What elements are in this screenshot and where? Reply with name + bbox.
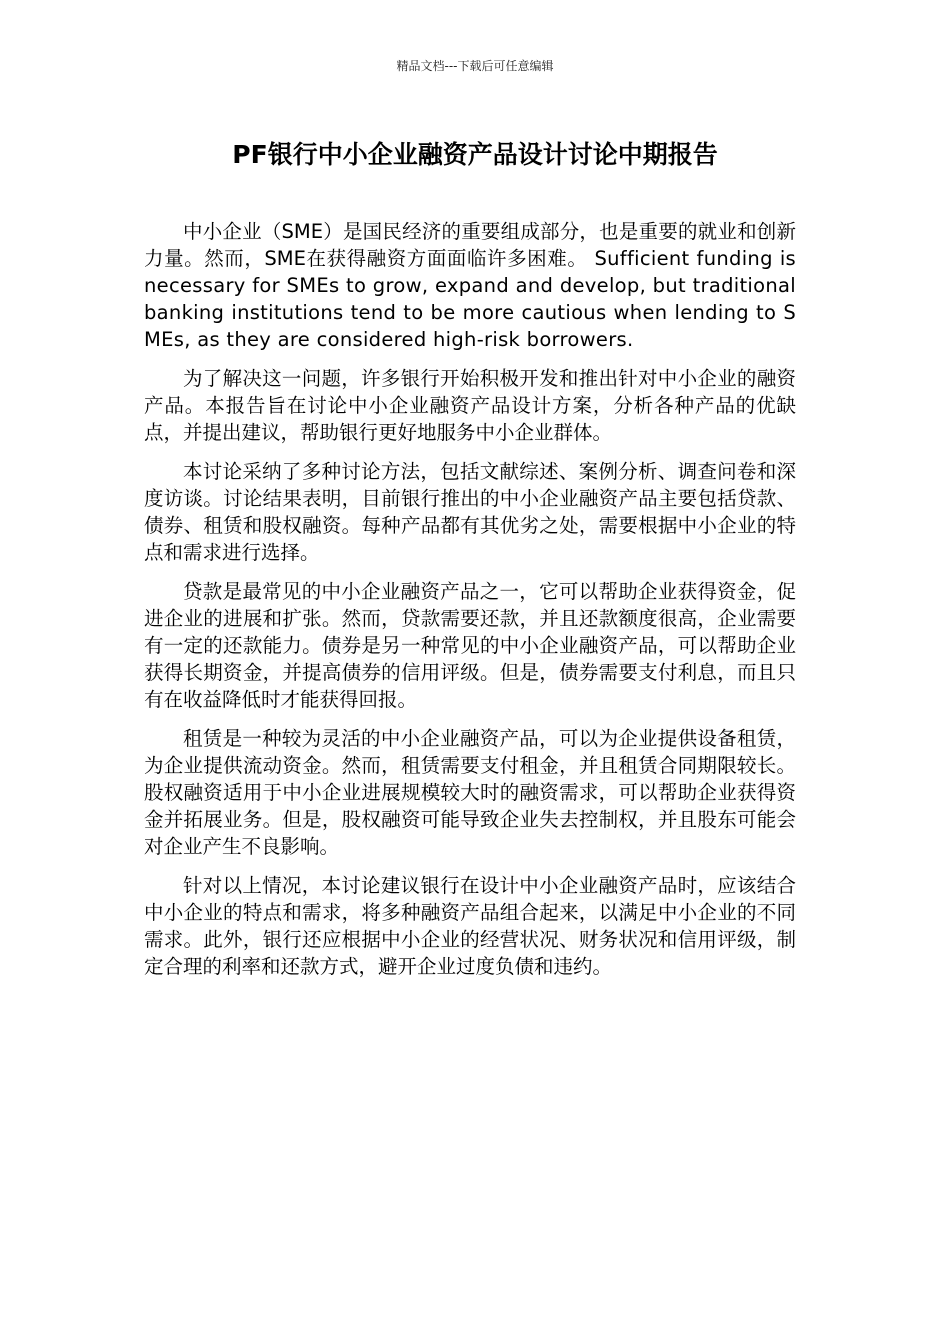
paragraph-recommendations: 针对以上情况，本讨论建议银行在设计中小企业融资产品时，应该结合中小企业的特点和需求，将多种融资产品组合起来，以满足中小企业的不同需求。此外，银行还应根据中小企业的经营状况、财务状况和信用评级，制定合理的利率和还款方式，避开企业过度负债和违约。 <box>144 874 796 978</box>
paragraph-intro-en: Sufficient funding is necessary for SMEs to grow, expand and develop, but traditional banking institutions tend to be more cautious when lending to SMEs, as they are considered high-risk borrowers. <box>144 247 796 351</box>
page-header-watermark: 精品文档---下载后可任意编辑 <box>396 59 554 73</box>
paragraph-leasing-equity: 租赁是一种较为灵活的中小企业融资产品，可以为企业提供设备租赁，为企业提供流动资金。然而，租赁需要支付租金，并且租赁合同期限较长。股权融资适用于中小企业进展规模较大时的融资需求，可以帮助企业获得资金并拓展业务。但是，股权融资可能导致企业失去控制权，并且股东可能会对企业产生不良影响。 <box>144 727 796 858</box>
document-body <box>144 218 796 992</box>
paragraph-purpose: 为了解决这一问题，许多银行开始积极开发和推出针对中小企业的融资产品。本报告旨在讨论中小企业融资产品设计方案，分析各种产品的优缺点，并提出建议，帮助银行更好地服务中小企业群体。 <box>144 367 796 444</box>
paragraph-intro-zh: 中小企业（SME）是国民经济的重要组成部分，也是重要的就业和创新力量。然而，SME在获得融资方面面临许多困难。 <box>144 220 796 270</box>
document-title: PF银行中小企业融资产品设计讨论中期报告 <box>232 140 718 169</box>
paragraph-loans-bonds: 贷款是最常见的中小企业融资产品之一，它可以帮助企业获得资金，促进企业的进展和扩张。然而，贷款需要还款，并且还款额度很高，企业需要有一定的还款能力。债券是另一种常见的中小企业融资产品，可以帮助企业获得长期资金，并提高债券的信用评级。但是，债券需要支付利息，而且只有在收益降低时才能获得回报。 <box>144 580 796 711</box>
paragraph-intro <box>144 218 796 353</box>
paragraph-methods: 本讨论采纳了多种讨论方法，包括文献综述、案例分析、调查问卷和深度访谈。讨论结果表明，目前银行推出的中小企业融资产品主要包括贷款、债券、租赁和股权融资。每种产品都有其优劣之处，需要根据中小企业的特点和需求进行选择。 <box>144 460 796 564</box>
